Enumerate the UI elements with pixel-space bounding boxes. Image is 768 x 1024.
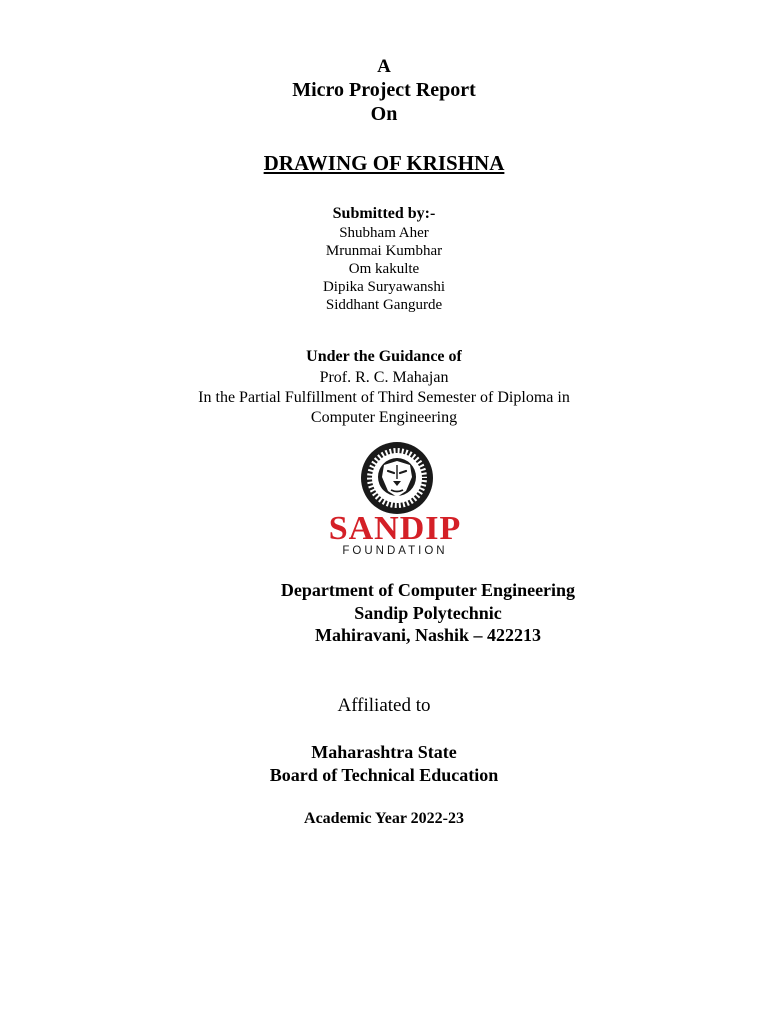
academic-year: Academic Year 2022-23 bbox=[304, 810, 464, 827]
lion-emblem-icon bbox=[361, 442, 433, 514]
member-name: Siddhant Gangurde bbox=[325, 297, 443, 313]
board-name-line-1: Maharashtra State bbox=[311, 742, 457, 762]
member-name: Om kakulte bbox=[348, 261, 420, 277]
fulfillment-line-2: Computer Engineering bbox=[310, 409, 458, 426]
member-name: Mrunmai Kumbhar bbox=[325, 243, 443, 259]
project-title: DRAWING OF KRISHNA bbox=[263, 151, 505, 175]
guidance-label: Under the Guidance of bbox=[306, 348, 462, 365]
submitted-by-label: Submitted by:- bbox=[332, 205, 436, 222]
member-name: Shubham Aher bbox=[339, 225, 429, 241]
member-name: Dipika Suryawanshi bbox=[322, 279, 446, 295]
college-name: Sandip Polytechnic bbox=[354, 603, 502, 623]
department-name: Department of Computer Engineering bbox=[280, 580, 576, 600]
board-name-line-2: Board of Technical Education bbox=[269, 765, 499, 785]
fulfillment-line-1: In the Partial Fulfillment of Third Semester of Diploma in bbox=[198, 389, 570, 406]
affiliated-label: Affiliated to bbox=[337, 695, 431, 716]
heading-report-type: Micro Project Report bbox=[292, 79, 476, 101]
sandip-foundation-logo bbox=[322, 441, 468, 558]
logo-wordmark: SANDIP bbox=[328, 510, 462, 547]
guide-name: Prof. R. C. Mahajan bbox=[319, 369, 449, 386]
logo-subtext: FOUNDATION bbox=[342, 545, 448, 557]
heading-a: A bbox=[377, 56, 391, 77]
heading-on: On bbox=[370, 103, 398, 125]
college-address: Mahiravani, Nashik – 422213 bbox=[314, 625, 542, 645]
